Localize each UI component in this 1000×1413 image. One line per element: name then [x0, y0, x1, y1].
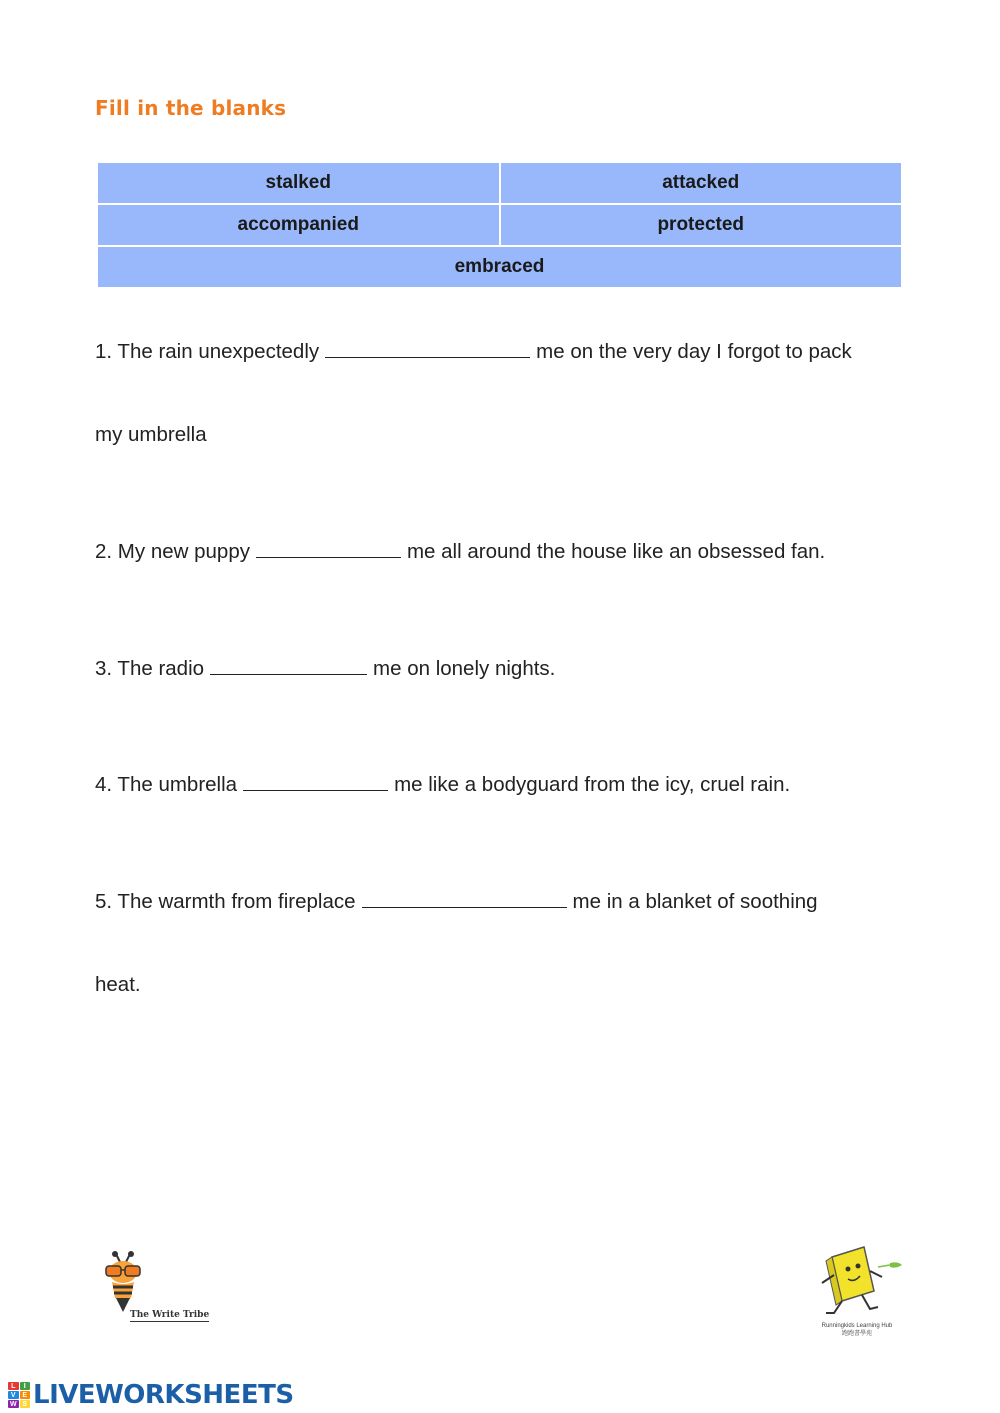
write-tribe-caption: The Write Tribe — [130, 1310, 210, 1320]
question-text: me all around the house like an obsessed fan. — [406, 540, 826, 563]
icon-letter: I — [20, 1382, 31, 1390]
question-5-continuation: heat. — [95, 973, 141, 996]
word-bank-cell: stalked — [97, 162, 500, 204]
runningkids-caption-en: Runningkids Learning Hub — [821, 1323, 893, 1329]
question-text: 1. The rain unexpectedly — [95, 340, 320, 363]
word-bank-cell: protected — [500, 204, 903, 246]
liveworksheets-wordmark: LIVEWORKSHEETS — [33, 1380, 294, 1410]
word-bank-row — [97, 162, 902, 204]
page-title: Fill in the blanks — [95, 96, 287, 120]
runningkids-caption-cn: 跑跑書學苑 — [841, 1331, 872, 1337]
question-text: me like a bodyguard from the icy, cruel rain. — [394, 773, 791, 796]
question-1 — [95, 339, 852, 364]
question-2 — [95, 539, 825, 564]
answer-blank[interactable] — [362, 889, 567, 908]
question-3 — [95, 656, 555, 681]
icon-letter: S — [20, 1400, 31, 1408]
question-text: 2. My new puppy — [95, 540, 250, 563]
runningkids-book-logo — [812, 1243, 907, 1323]
question-text: me on lonely nights. — [373, 657, 556, 680]
liveworksheets-brand[interactable] — [8, 1380, 294, 1410]
word-bank-table — [96, 161, 903, 289]
word-bank-cell: attacked — [500, 162, 903, 204]
word-bank-cell: accompanied — [97, 204, 500, 246]
question-5 — [95, 889, 818, 914]
icon-letter: W — [9, 1400, 17, 1408]
question-1-continuation: my umbrella — [95, 423, 207, 446]
question-text: 3. The radio — [95, 657, 205, 680]
icon-letter: L — [8, 1382, 19, 1390]
answer-blank[interactable] — [243, 772, 388, 791]
question-text: me in a blanket of soothing — [572, 890, 818, 913]
icon-letter: E — [20, 1391, 31, 1399]
answer-blank[interactable] — [256, 539, 401, 558]
icon-letter: V — [8, 1391, 19, 1399]
question-text: 5. The warmth from fireplace — [95, 890, 356, 913]
answer-blank[interactable] — [210, 656, 367, 675]
word-bank-row — [97, 204, 902, 246]
runningkids-caption — [812, 1322, 902, 1338]
word-bank-row — [97, 246, 902, 288]
question-4 — [95, 772, 790, 797]
answer-blank[interactable] — [325, 339, 530, 358]
word-bank-cell: embraced — [97, 246, 902, 288]
liveworksheets-icon — [8, 1382, 30, 1408]
question-text: 4. The umbrella — [95, 773, 238, 796]
question-text: me on the very day I forgot to pack — [536, 340, 852, 363]
